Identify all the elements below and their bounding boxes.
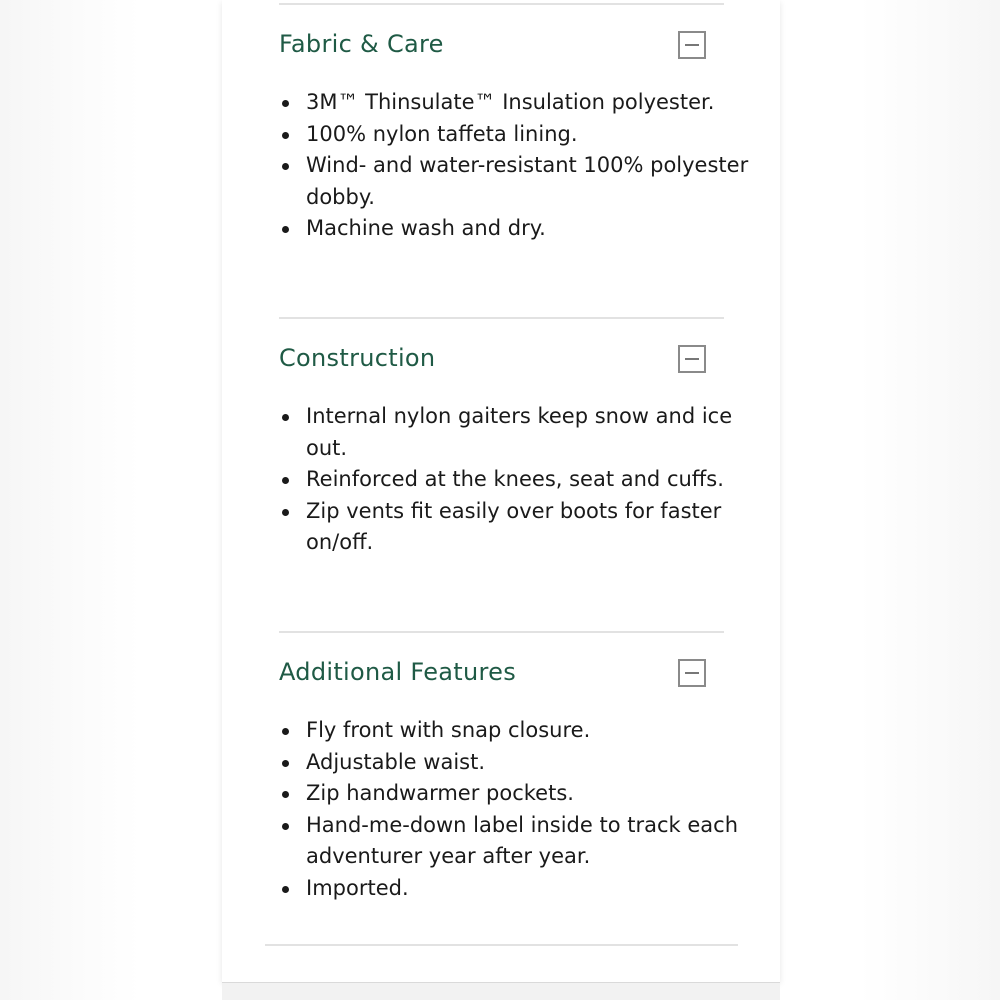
construction-list <box>279 401 756 559</box>
section-divider <box>279 631 724 633</box>
list-item: Machine wash and dry. <box>306 213 756 245</box>
list-item: Adjustable waist. <box>306 747 756 779</box>
fabric-care-list <box>279 87 756 245</box>
additional-features-collapse-button[interactable] <box>678 659 706 687</box>
list-item: Reinforced at the knees, seat and cuffs. <box>306 464 756 496</box>
construction-title[interactable]: Construction <box>279 344 436 372</box>
fabric-care-title[interactable]: Fabric & Care <box>279 30 444 58</box>
list-item: 3M™ Thinsulate™ Insulation polyester. <box>306 87 756 119</box>
minus-icon <box>685 44 699 46</box>
list-item: Hand-me-down label inside to track each adventurer year after year. <box>306 810 756 873</box>
list-item: Internal nylon gaiters keep snow and ice out. <box>306 401 756 464</box>
list-item: Zip handwarmer pockets. <box>306 778 756 810</box>
additional-features-title[interactable]: Additional Features <box>279 658 517 686</box>
list-item: 100% nylon taffeta lining. <box>306 119 756 151</box>
list-item: Zip vents fit easily over boots for faster on/off. <box>306 496 756 559</box>
section-divider <box>279 3 724 5</box>
minus-icon <box>685 358 699 360</box>
list-item: Imported. <box>306 873 756 905</box>
additional-features-list <box>279 715 756 904</box>
section-divider <box>279 317 724 319</box>
fabric-care-collapse-button[interactable] <box>678 31 706 59</box>
list-item: Fly front with snap closure. <box>306 715 756 747</box>
minus-icon <box>685 672 699 674</box>
list-item: Wind- and water-resistant 100% polyester dobby. <box>306 150 756 213</box>
section-divider <box>265 944 738 946</box>
bottom-bar <box>222 982 780 1000</box>
construction-collapse-button[interactable] <box>678 345 706 373</box>
